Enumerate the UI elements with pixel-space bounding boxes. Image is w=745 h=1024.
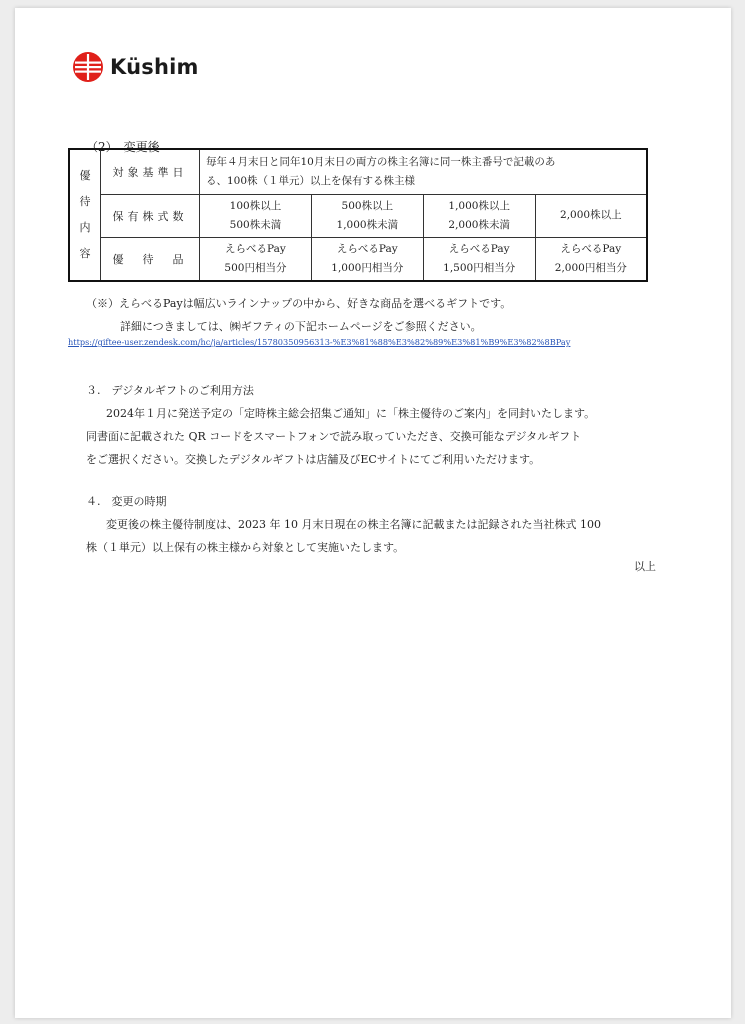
section-4-line-2: 株（１単元）以上保有の株主様から対象として実施いたします。: [86, 541, 405, 554]
benefit-tier-cell: えらべるPay 1,500円相当分: [423, 238, 535, 282]
benefit-table: [68, 148, 648, 282]
benefit-tier-cell: えらべるPay 2,000円相当分: [535, 238, 647, 282]
record-date-description: [200, 149, 648, 195]
shares-tier-cell: 2,000株以上: [535, 195, 647, 238]
giftee-help-link[interactable]: https://giftee-user.zendesk.com/hc/ja/articles/15780350956313-%E3%81%88%E3%82%89%E3%81%B9%E3%82%8BPay: [68, 337, 571, 347]
description-line: る、100株（１単元）以上を保有する株主様: [206, 175, 416, 187]
vertical-label-char: 内: [79, 221, 91, 234]
vertical-label-char: 待: [79, 195, 91, 209]
record-date-label: 対象基準日: [101, 149, 200, 195]
section-4-line-1: 変更後の株主優待制度は、2023 年 10 月末日現在の株主名簿に記載または記録された当社株式 100: [106, 518, 601, 531]
vertical-label-char: 優: [79, 169, 91, 183]
note-line-1: （※）えらべるPayは幅広いラインナップの中から、好きな商品を選べるギフトです。: [86, 297, 512, 310]
company-logo: [72, 50, 199, 84]
section-3-line-3: をご選択ください。交換したデジタルギフトは店舗及びECサイトにてご利用いただけます。: [86, 453, 541, 466]
description-line: 毎年４月末日と同年10月末日の両方の株主名簿に同一株主番号で記載のあ: [206, 156, 556, 169]
benefit-item-label: 優 待 品: [101, 238, 200, 282]
vertical-label-char: 容: [79, 246, 91, 260]
shares-tier-cell: 100株以上 500株未満: [200, 195, 312, 238]
note-line-2: 詳細につきましては、㈱ギフティの下記ホームページをご参照ください。: [120, 320, 482, 333]
logo-text: Küshim: [110, 55, 199, 79]
section-3-heading: ３. デジタルギフトのご利用方法: [86, 384, 254, 397]
section-3-line-2: 同書面に記載された QR コードをスマートフォンで読み取っていただき、交換可能なデジタルギフト: [86, 430, 582, 443]
section-2-heading: （2） 変更後: [86, 140, 160, 154]
section-4-heading: ４. 変更の時期: [86, 495, 167, 508]
shares-tier-cell: 1,000株以上 2,000株未満: [423, 195, 535, 238]
vertical-label-cell: [69, 149, 101, 281]
benefit-tier-cell: えらべるPay 1,000円相当分: [311, 238, 423, 282]
closing-text: 以上: [634, 560, 656, 573]
benefit-tier-cell: えらべるPay 500円相当分: [200, 238, 312, 282]
shares-tier-cell: 500株以上 1,000株未満: [311, 195, 423, 238]
shares-held-label: 保有株式数: [101, 195, 200, 238]
section-3-line-1: 2024年１月に発送予定の「定時株主総会招集ご通知」に「株主優待のご案内」を同封いたします。: [106, 407, 596, 420]
red-flower-icon: [72, 51, 104, 83]
